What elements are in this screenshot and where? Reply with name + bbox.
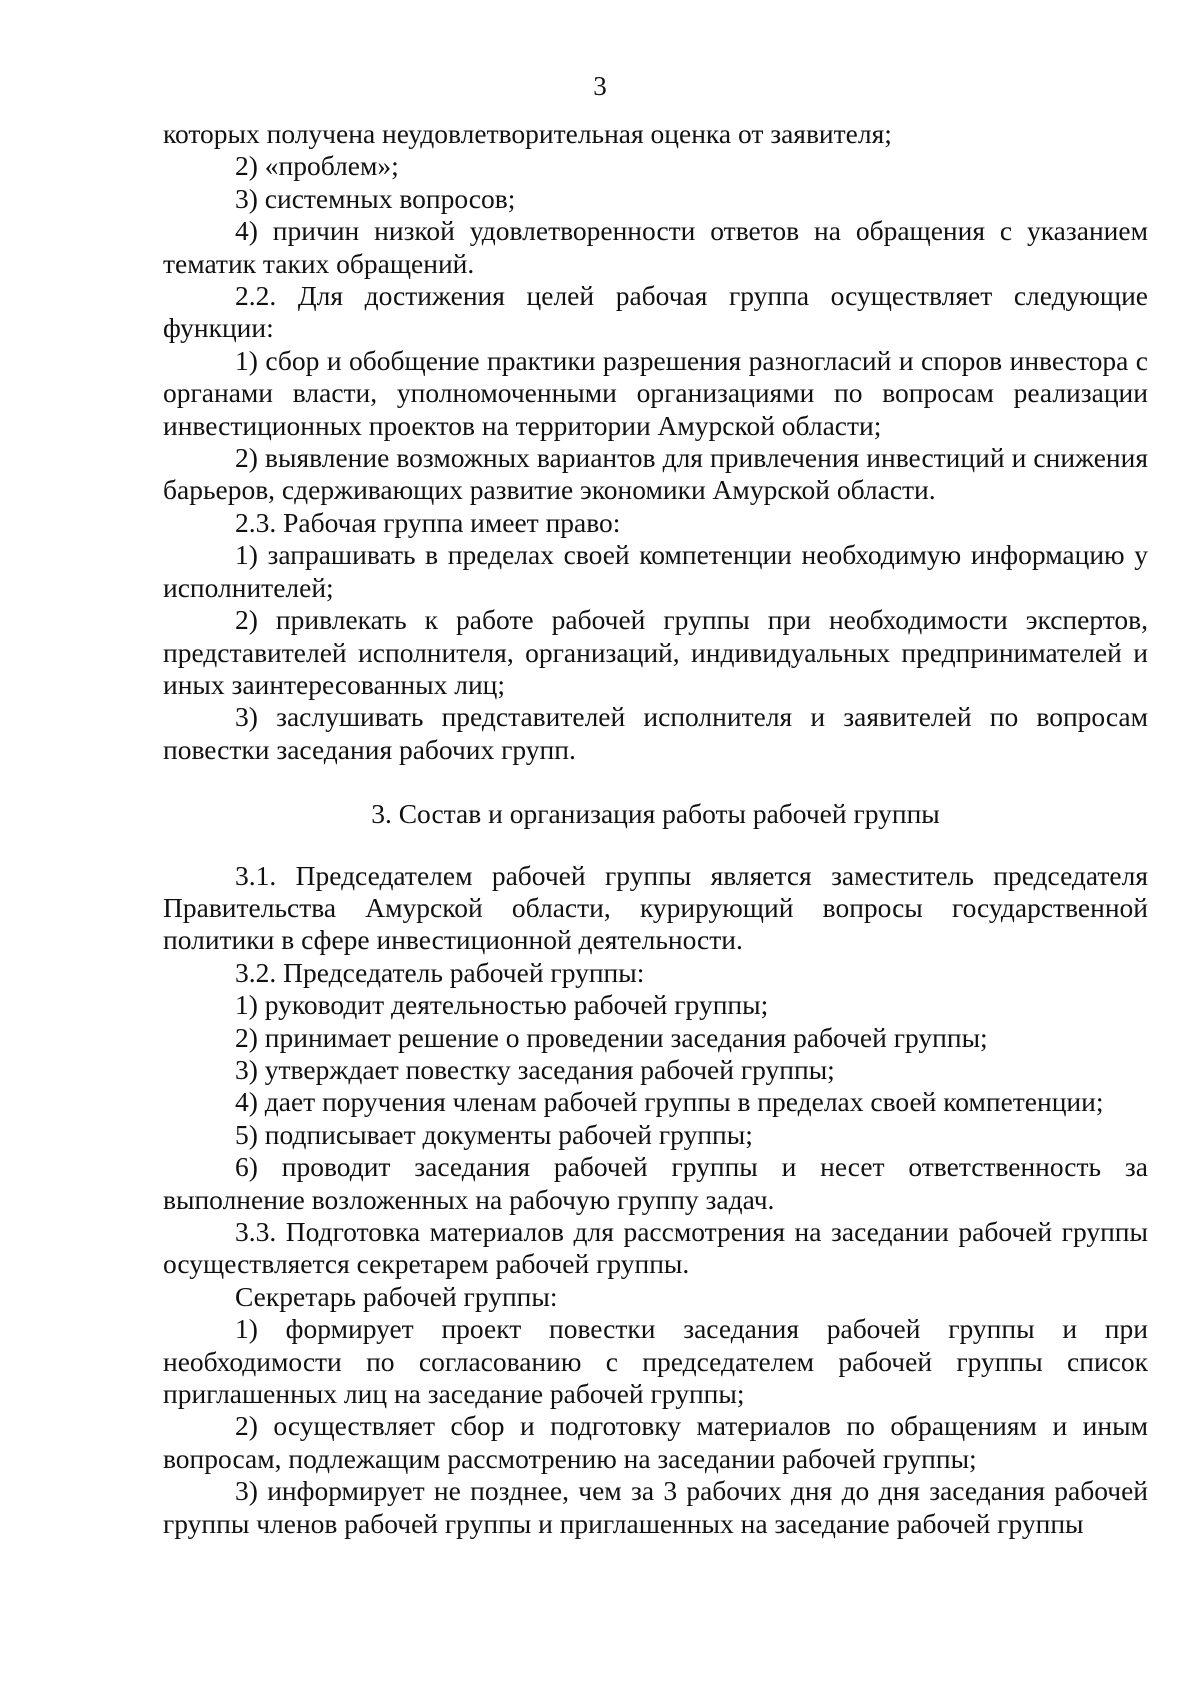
clause-3-3: 3.3. Подготовка материалов для рассмотрения на заседании рабочей группы осуществляется секретарем рабочей группы. <box>163 1216 1148 1280</box>
list-item: 3) заслушивать представителей исполнителя и заявителей по вопросам повестки заседания рабочих групп. <box>163 701 1148 765</box>
list-item: 2) «проблем»; <box>235 150 399 182</box>
list-item: 1) сбор и обобщение практики разрешения разногласий и споров инвестора с органами власти, уполномоченными организациями по вопросам реализации инвестиционных проектов на территории Амурской области; <box>163 344 1148 441</box>
list-item: 1) запрашивать в пределах своей компетенции необходимую информацию у исполнителей; <box>163 539 1148 603</box>
list-item: 2) привлекать к работе рабочей группы при необходимости экспертов, представителей исполнителя, организаций, индивидуальных предпринимателей и иных заинтересованных лиц; <box>163 604 1148 700</box>
list-item: 5) подписывает документы рабочей группы; <box>235 1118 753 1150</box>
secretary-heading: Секретарь рабочей группы: <box>235 1280 558 1312</box>
list-item: 1) руководит деятельностью рабочей группы; <box>235 989 769 1021</box>
list-item: 2) осуществляет сбор и подготовку материалов по обращениям и иным вопросам, подлежащим рассмотрению на заседании рабочей группы; <box>163 1410 1148 1474</box>
list-item: 4) дает поручения членам рабочей группы в пределах своей компетенции; <box>235 1086 1104 1118</box>
list-item: 4) причин низкой удовлетворенности ответов на обращения с указанием тематик таких обращений. <box>163 215 1148 279</box>
list-item: 1) формирует проект повестки заседания рабочей группы и при необходимости по согласованию с председателем рабочей группы список приглашенных лиц на заседание рабочей группы; <box>163 1313 1148 1410</box>
document-body <box>163 118 1148 1540</box>
clause-3-2: 3.2. Председатель рабочей группы: <box>235 956 645 988</box>
list-item: 6) проводит заседания рабочей группы и несет ответственность за выполнение возложенных на рабочую группу задач. <box>163 1151 1148 1215</box>
clause-3-1: 3.1. Председателем рабочей группы является заместитель председателя Правительства Амурской области, курирующий вопросы государственной политики в сфере инвестиционной деятельности. <box>163 859 1148 956</box>
list-item: 3) утверждает повестку заседания рабочей группы; <box>235 1053 835 1085</box>
paragraph-continuation: которых получена неудовлетворительная оценка от заявителя; <box>163 118 892 149</box>
section-heading: 3. Состав и организация работы рабочей группы <box>371 798 940 830</box>
list-item: 2) принимает решение о проведении заседания рабочей группы; <box>235 1021 988 1053</box>
list-item: 2) выявление возможных вариантов для привлечения инвестиций и снижения барьеров, сдерживающих развитие экономики Амурской области. <box>163 442 1148 506</box>
clause-2-2: 2.2. Для достижения целей рабочая группа осуществляет следующие функции: <box>163 280 1148 344</box>
clause-2-3: 2.3. Рабочая группа имеет право: <box>235 506 621 538</box>
list-item: 3) информирует не позднее, чем за 3 рабочих дня до дня заседания рабочей группы членов рабочей группы и приглашенных на заседание рабочей группы <box>163 1475 1148 1539</box>
page-number: 3 <box>593 71 607 101</box>
list-item: 3) системных вопросов; <box>235 182 516 214</box>
